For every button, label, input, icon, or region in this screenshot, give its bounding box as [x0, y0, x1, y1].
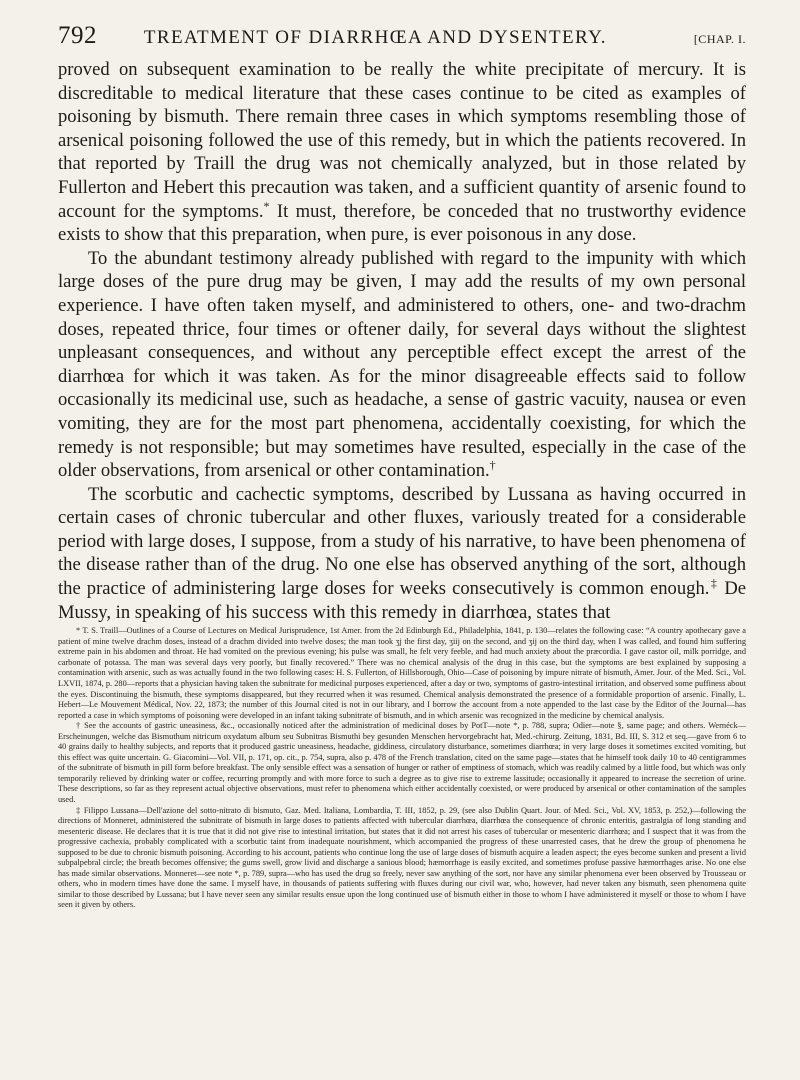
- page-header: [58, 22, 746, 50]
- paragraph-1: [58, 58, 746, 247]
- main-text: [58, 58, 746, 624]
- footnote-mark-dagger: †: [489, 457, 496, 472]
- paragraph-1-tail: It must, therefore, be conceded that no trustworthy evidence exists to show that this preparation, when pure, is ever poisonous in any dose.: [58, 200, 746, 246]
- paragraph-2-text: To the abundant testimony already published with regard to the impunity with which large doses of the pure drug may be given, I may add the results of my own personal experience. I have often taken myself, and administered to others, one- and two-drachm doses, repeated thrice, four times or oftener daily, for several days without the slightest unpleasant consequences, and without any perceptible effect except the arrest of the diarrhœa for which it was taken. As for the minor disagreeable effects said to follow occasionally its medicinal use, such as headache, a sense of gastric vacuity, nausea or even vomiting, they are for the most part phenomena, accidentally coexisting, for which the remedy is not responsible; but may sometimes have resulted, especially in the case of the older observations, from arsenical or other contamination.: [58, 247, 746, 482]
- footnote-mark-asterisk: *: [263, 198, 270, 213]
- paragraph-3-tail: De Mussy, in speaking of his success with this remedy in diarrhœa, states that: [58, 578, 746, 623]
- paragraph-1-text: proved on subsequent examination to be really the white precipitate of mercury. It is discreditable to medical literature that these cases continue to be cited as examples of poisoning by bismuth. There remain three cases in which symptoms resembling those of arsenical poisoning followed the use of this remedy, but in which the patients recovered. In that reported by Traill the drug was not chemically analyzed, but in those related by Fullerton and Hebert this precaution was taken, and a sufficient quantity of arsenic found to account for the symptoms.: [58, 59, 746, 222]
- footnote-mark-double-dagger: ‡: [709, 575, 719, 590]
- running-head: TREATMENT OF DIARRHŒA AND DYSENTERY.: [143, 27, 607, 48]
- footnote-1: * T. S. Traill—Outlines of a Course of Lectures on Medical Jurisprudence, 1st Amer. from the 2d Edinburgh Ed., Philadelphia, 1841, p. 130—relates the following case: “A country apothecary gave a patient of mine twelve drachm doses, instead of a drachm divided into twelve doses; the man took ʒj the first day, ʒiij on the second, and ʒij on the third day, when I was called, and found him suffering extreme pain in his abdomen and throat. He had vomited on the previous evening; his pulse was small, he felt very feeble, and had much anxiety about the præcordia. I gave castor oil, milk porridge, and carbonate of potassa. The man was several days very poorly, but finally recovered.” There was no chemical analysis of the drug in this case, but the symptoms are best explained by supposing a contamination with arsenic, such as was actually found in the two following cases: H. S. Fullerton, of Hillsborough, Ohio—Case of poisoning by impure nitrate of bismuth, Amer. Jour. of the Med. Sci., Vol. LXVII, 1874, p. 280—reports that a physician having taken the subnitrate for medicinal purposes experienced, after a day or two, symptoms of gastro-intestinal irritation, and observed some puffiness about the eyes. Discontinuing the bismuth, these symptoms disappeared, but they recurred when it was resumed. Chemical analysis demonstrated the presence of a formidable proportion of arsenic. Finally, L. Hebert—Le Mouvement Médical, Nov. 22, 1873; the number of this Journal cited is not in our library, and I borrow the account from a note appended to the last case by the Editor of the Journal—has reported a case in which symptoms of poisoning were developed in an infant taking subnitrate of bismuth, and in which arsenic was recognized in the medicine by chemical analysis.: [58, 626, 746, 720]
- footnote-3: ‡ Filippo Lussana—Dell'azione del sotto-nitrato di bismuto, Gaz. Med. Italiana, Lombardia, T. III, 1852, p. 29, (see also Dublin Quart. Jour. of Med. Sci., Vol. XV, 1853, p. 252,)—following the directions of Monneret, administered the subnitrate of bismuth in large doses to patients affected with tubercular diarrhœa, diarrhœa the consequence of chronic enteritis, gastralgia of long standing and mesenteric disease. He declares that it is true that it did not give rise to intestinal irritation, but states that it did not arrest his cases of tubercular or mesenteric diarrhœa; and I suspect that it was from the progressive cachexia, probably complicated with a scorbutic taint from inadequate nourishment, which accompanied the progress of these unarrested cases, that he drew the group of phenomena he supposed to be due to chronic bismuth poisoning. According to his account, patients who continue long the use of large doses of bismuth acquire a leaden aspect; the eyes become sunken and present a livid subpalpebral circle; the breath becomes offensive; the gums swell, grow livid and discharge a sanious blood; hæmorrhage is easily excited, and sometimes profuse passive hæmorrhages arise. No one else has made similar observations. Monneret—see note *, p. 789, supra—who has used the drug so freely, never saw anything of the sort, nor have any similar phenomena ever been observed by Trousseau or others, who in modern times have done the same. I myself have, in thousands of patients suffering with fluxes during our civil war, who, however, had never taken any bismuth, seen phenomena quite similar to those described by Lussana; but I have never seen any similar results ensue upon the long continued use of bismuth either in those to whom I have administered it myself or those to whom I have seen it given by others.: [58, 805, 746, 910]
- footnote-2: † See the accounts of gastric uneasiness, &c., occasionally noticed after the administration of medicinal doses by PotT—note *, p. 788, supra; Odier—note §, same page; and others. Wernéck—Erscheinungen, welche das Bismuthum nitricum oxydatum album seu Subnitras Bismuthi bey gesunden Menschen hervorgebracht hat, Med.-chirurg. Zeitung, 1831, Bd. III, S. 312 et seq.—gave from 6 to 40 grains daily to healthy subjects, and reports that it produced gastric uneasiness, headache, giddiness, circulatory disturbance, sometimes diarrhœa; in very large doses it sometimes excited vomiting, but this effect was quite uncertain. G. Giacomini—Vol. VII, p. 171, op. cit., p. 754, supra, also p. 478 of the French translation, cited on the same page—states that he himself took daily 10 to 40 centigrammes of the subnitrate of bismuth in pill form before breakfast. The only sensible effect was a sensation of hunger or rather of emptiness of stomach, which was readily calmed by a little food, but which was only temporarily relieved by drinking water or coffee, recurring promptly and with more force to such a degree as to give rise to extreme lassitude; occasionally it appeared to increase the secretion of urine. These descriptions, so far as they represent actual objective observations, must refer to phenomena which either accidentally coexisted, or were produced by arsenical or other contamination of the samples used.: [58, 721, 746, 804]
- page-number: 792: [58, 22, 97, 49]
- chapter-reference: [CHAP. I.: [693, 32, 746, 46]
- paragraph-3: [58, 483, 746, 625]
- footnotes: [58, 626, 746, 911]
- paragraph-2: [58, 247, 746, 483]
- paragraph-3-text: The scorbutic and cachectic symptoms, described by Lussana as having occurred in certain cases of chronic tubercular and other fluxes, variously treated for a considerable period with large doses, I suppose, from a study of his narrative, to have been phenomena of the disease rather than of the drug. No one else has observed anything of the sort, although the practice of administering large doses for weeks consecutively is common enough.: [58, 483, 746, 600]
